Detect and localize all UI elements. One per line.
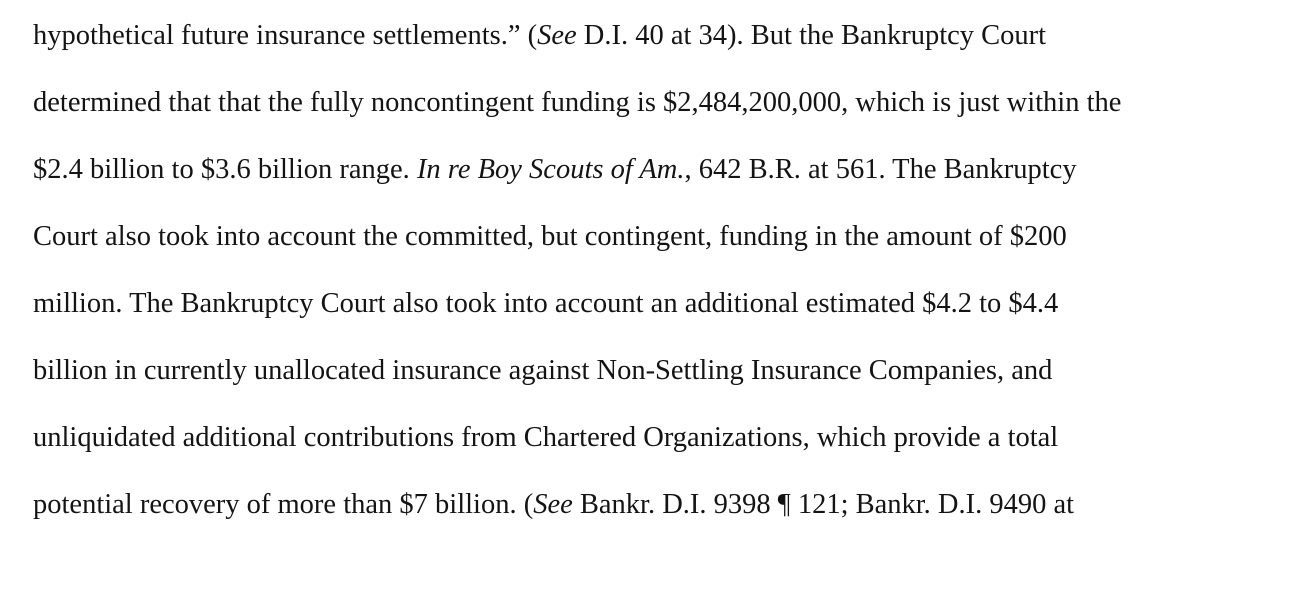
text-segment: D.I. 40 at 34). But the Bankruptcy Court	[576, 20, 1047, 51]
text-line-6: billion in currently unallocated insurance against Non-Settling Insurance Companies, and	[33, 355, 1053, 386]
text-line-1	[33, 18, 1046, 54]
text-line-2: determined that that the fully noncontingent funding is $2,484,200,000, which is just within the	[33, 87, 1122, 118]
text-segment: potential recovery of more than $7 billion. (	[33, 489, 534, 520]
text-segment: hypothetical future insurance settlements.” (	[33, 20, 538, 51]
text-line-8	[33, 487, 1074, 523]
case-name-italic: In re Boy Scouts of Am.	[416, 154, 685, 185]
text-line-4: Court also took into account the committed, but contingent, funding in the amount of $200	[33, 221, 1067, 252]
text-line-7: unliquidated additional contributions from Chartered Organizations, which provide a total	[33, 422, 1059, 453]
citation-signal-italic: See	[537, 20, 577, 51]
text-segment: , 642 B.R. at 561. The Bankruptcy	[684, 154, 1077, 185]
citation-signal-italic: See	[533, 489, 573, 520]
text-segment: Bankr. D.I. 9398 ¶ 121; Bankr. D.I. 9490 at	[572, 489, 1075, 520]
text-line-3	[33, 152, 1077, 188]
text-segment: $2.4 billion to $3.6 billion range.	[33, 154, 417, 185]
text-line-5: million. The Bankruptcy Court also took into account an additional estimated $4.2 to $4.4	[33, 288, 1059, 319]
